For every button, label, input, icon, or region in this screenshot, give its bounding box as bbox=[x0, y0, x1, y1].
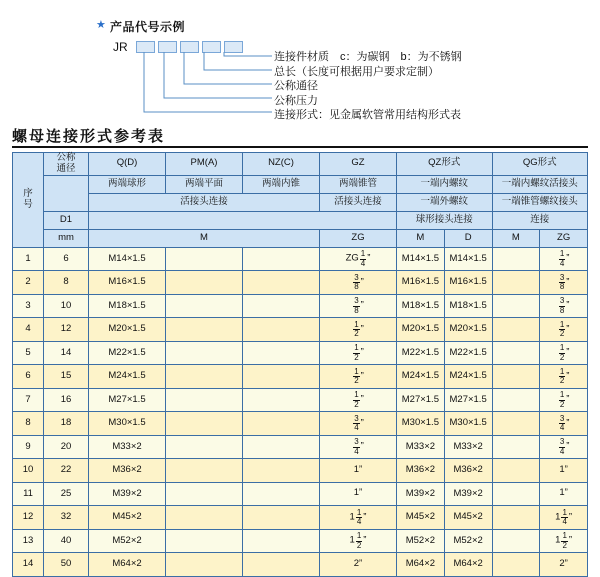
cell-qz-d: M18×1.5 bbox=[444, 294, 492, 318]
cell-qg-m bbox=[492, 294, 540, 318]
cell-pm bbox=[166, 318, 243, 342]
cell-qz-m: M45×2 bbox=[397, 506, 445, 530]
cell-nz bbox=[243, 294, 320, 318]
section-title: 螺母连接形式参考表 bbox=[12, 128, 166, 145]
cell-dn: 40 bbox=[44, 529, 89, 553]
cell-qz-m: M33×2 bbox=[397, 435, 445, 459]
cell-nz bbox=[243, 318, 320, 342]
cell-qz-d: M27×1.5 bbox=[444, 388, 492, 412]
header-dn-sub: D1 bbox=[44, 211, 89, 229]
header-unit-m: M bbox=[89, 229, 320, 247]
cell-qd: M30×1.5 bbox=[89, 412, 166, 436]
cell-nz bbox=[243, 459, 320, 483]
cell-index: 9 bbox=[13, 435, 44, 459]
cell-gz: 2” bbox=[320, 553, 397, 577]
cell-qd: M33×2 bbox=[89, 435, 166, 459]
cell-nz bbox=[243, 341, 320, 365]
cell-gz: $\frac{3}{4}$ ” bbox=[320, 412, 397, 436]
cell-qg-zg: $\frac{1}{2}$ ” bbox=[540, 318, 588, 342]
cell-qz-d: M36×2 bbox=[444, 459, 492, 483]
nut-connection-table bbox=[12, 152, 588, 577]
cell-qg-zg: $\frac{3}{8}$ ” bbox=[540, 271, 588, 295]
cell-qz-d: M52×2 bbox=[444, 529, 492, 553]
cell-dn: 12 bbox=[44, 318, 89, 342]
cell-qg-m bbox=[492, 553, 540, 577]
cell-qg-m bbox=[492, 412, 540, 436]
cell-qz-d: M14×1.5 bbox=[444, 247, 492, 271]
cell-qd: M18×1.5 bbox=[89, 294, 166, 318]
cell-qz-m: M22×1.5 bbox=[397, 341, 445, 365]
cell-gz: 1” bbox=[320, 459, 397, 483]
header-type-gz: 两端锥管 bbox=[320, 175, 397, 193]
cell-qz-m: M36×2 bbox=[397, 459, 445, 483]
cell-qg-m bbox=[492, 247, 540, 271]
cell-pm bbox=[166, 341, 243, 365]
legend-title: 产品代号示例 bbox=[110, 20, 186, 34]
cell-qg-zg: 1 $\frac{1}{4}$ ” bbox=[540, 506, 588, 530]
legend-note: 连接形式：见金属软管常用结构形式表 bbox=[274, 109, 461, 122]
cell-qd: M24×1.5 bbox=[89, 365, 166, 389]
cell-qg-m bbox=[492, 318, 540, 342]
cell-index: 13 bbox=[13, 529, 44, 553]
cell-qg-m bbox=[492, 529, 540, 553]
legend-note: 公称通径 bbox=[274, 80, 318, 93]
table-header-row bbox=[13, 153, 588, 176]
header-index-char: 号 bbox=[23, 198, 33, 210]
header-unit-qg-zg: ZG bbox=[540, 229, 588, 247]
cell-qd: M36×2 bbox=[89, 459, 166, 483]
cell-qg-m bbox=[492, 365, 540, 389]
code-box bbox=[136, 41, 155, 53]
cell-nz bbox=[243, 388, 320, 412]
cell-qg-zg: $\frac{3}{4}$ ” bbox=[540, 435, 588, 459]
cell-qg-m bbox=[492, 459, 540, 483]
header-type2-qg: 一端锥管螺纹接头 bbox=[492, 193, 588, 211]
cell-nz bbox=[243, 482, 320, 506]
cell-dn: 25 bbox=[44, 482, 89, 506]
header-type2-qz: 一端外螺纹 bbox=[397, 193, 493, 211]
cell-qg-zg: 1” bbox=[540, 482, 588, 506]
code-prefix: JR bbox=[113, 40, 128, 54]
table-header-row bbox=[13, 211, 588, 229]
cell-nz bbox=[243, 435, 320, 459]
cell-qd: M27×1.5 bbox=[89, 388, 166, 412]
cell-qd: M20×1.5 bbox=[89, 318, 166, 342]
table-header-row bbox=[13, 229, 588, 247]
header-dn-blank bbox=[44, 175, 89, 211]
cell-qz-m: M16×1.5 bbox=[397, 271, 445, 295]
cell-nz bbox=[243, 271, 320, 295]
header-group-nz: NZ(C) bbox=[243, 153, 320, 176]
cell-qg-m bbox=[492, 388, 540, 412]
header-type-pm: 两端平面 bbox=[166, 175, 243, 193]
cell-qd: M39×2 bbox=[89, 482, 166, 506]
cell-dn: 8 bbox=[44, 271, 89, 295]
cell-qz-m: M18×1.5 bbox=[397, 294, 445, 318]
cell-index: 6 bbox=[13, 365, 44, 389]
header-dn-unit: mm bbox=[44, 229, 89, 247]
table-row bbox=[13, 529, 588, 553]
table-row bbox=[13, 294, 588, 318]
cell-dn: 6 bbox=[44, 247, 89, 271]
table-row bbox=[13, 412, 588, 436]
cell-nz bbox=[243, 506, 320, 530]
cell-qd: M22×1.5 bbox=[89, 341, 166, 365]
cell-qg-zg: 1” bbox=[540, 459, 588, 483]
table-row bbox=[13, 271, 588, 295]
cell-qz-m: M14×1.5 bbox=[397, 247, 445, 271]
table-row bbox=[13, 506, 588, 530]
cell-qz-d: M20×1.5 bbox=[444, 318, 492, 342]
cell-qz-d: M24×1.5 bbox=[444, 365, 492, 389]
header-dn bbox=[44, 153, 89, 176]
cell-index: 8 bbox=[13, 412, 44, 436]
header-dn-char: 通径 bbox=[56, 162, 76, 174]
cell-qz-m: M24×1.5 bbox=[397, 365, 445, 389]
cell-qd: M45×2 bbox=[89, 506, 166, 530]
table-row bbox=[13, 341, 588, 365]
cell-qg-m bbox=[492, 506, 540, 530]
cell-gz: $\frac{1}{2}$ ” bbox=[320, 388, 397, 412]
table-header-row bbox=[13, 175, 588, 193]
cell-qz-m: M27×1.5 bbox=[397, 388, 445, 412]
cell-pm bbox=[166, 459, 243, 483]
header-type-qz: 一端内螺纹 bbox=[397, 175, 493, 193]
cell-pm bbox=[166, 365, 243, 389]
cell-qg-m bbox=[492, 482, 540, 506]
header-type-nz: 两端内锥 bbox=[243, 175, 320, 193]
header-group-qz: QZ形式 bbox=[397, 153, 493, 176]
header-group-qd: Q(D) bbox=[89, 153, 166, 176]
code-box bbox=[158, 41, 177, 53]
cell-pm bbox=[166, 553, 243, 577]
cell-index: 1 bbox=[13, 247, 44, 271]
cell-dn: 16 bbox=[44, 388, 89, 412]
cell-qz-d: M39×2 bbox=[444, 482, 492, 506]
cell-dn: 18 bbox=[44, 412, 89, 436]
cell-qz-d: M22×1.5 bbox=[444, 341, 492, 365]
cell-pm bbox=[166, 506, 243, 530]
cell-qz-m: M52×2 bbox=[397, 529, 445, 553]
code-boxes bbox=[136, 41, 246, 59]
cell-qz-m: M20×1.5 bbox=[397, 318, 445, 342]
cell-index: 2 bbox=[13, 271, 44, 295]
header-unit-qz-d: D bbox=[444, 229, 492, 247]
header-join-qz: 球形接头连接 bbox=[397, 211, 493, 229]
cell-qz-m: M39×2 bbox=[397, 482, 445, 506]
cell-index: 7 bbox=[13, 388, 44, 412]
cell-qg-m bbox=[492, 271, 540, 295]
cell-nz bbox=[243, 553, 320, 577]
cell-gz: 1 $\frac{1}{2}$ ” bbox=[320, 529, 397, 553]
header-type-qg: 一端内螺纹活接头 bbox=[492, 175, 588, 193]
cell-qg-m bbox=[492, 341, 540, 365]
header-join-qg: 连接 bbox=[492, 211, 588, 229]
cell-index: 10 bbox=[13, 459, 44, 483]
cell-nz bbox=[243, 247, 320, 271]
cell-nz bbox=[243, 365, 320, 389]
cell-dn: 14 bbox=[44, 341, 89, 365]
cell-qg-m bbox=[492, 435, 540, 459]
header-index bbox=[13, 153, 44, 248]
cell-qg-zg: $\frac{3}{4}$ ” bbox=[540, 412, 588, 436]
cell-pm bbox=[166, 529, 243, 553]
cell-gz: ZG $\frac{1}{4}$ ” bbox=[320, 247, 397, 271]
cell-qg-zg: $\frac{1}{2}$ ” bbox=[540, 365, 588, 389]
table-row bbox=[13, 482, 588, 506]
header-group-gz: GZ bbox=[320, 153, 397, 176]
cell-nz bbox=[243, 529, 320, 553]
cell-qz-d: M64×2 bbox=[444, 553, 492, 577]
section-divider bbox=[12, 146, 588, 148]
cell-gz: $\frac{3}{8}$ ” bbox=[320, 271, 397, 295]
cell-index: 3 bbox=[13, 294, 44, 318]
cell-dn: 22 bbox=[44, 459, 89, 483]
table-row bbox=[13, 553, 588, 577]
cell-qz-d: M30×1.5 bbox=[444, 412, 492, 436]
cell-dn: 10 bbox=[44, 294, 89, 318]
cell-gz: 1” bbox=[320, 482, 397, 506]
legend-note: 总长（长度可根据用户要求定制） bbox=[274, 65, 439, 78]
header-type-qd: 两端球形 bbox=[89, 175, 166, 193]
cell-qz-d: M33×2 bbox=[444, 435, 492, 459]
cell-pm bbox=[166, 271, 243, 295]
cell-qg-zg: 1 $\frac{1}{2}$ ” bbox=[540, 529, 588, 553]
cell-gz: $\frac{1}{2}$ ” bbox=[320, 318, 397, 342]
product-code-legend bbox=[0, 0, 600, 122]
header-dn-char: 公称 bbox=[56, 152, 76, 163]
cell-pm bbox=[166, 247, 243, 271]
cell-index: 14 bbox=[13, 553, 44, 577]
cell-qg-zg: $\frac{1}{4}$ ” bbox=[540, 247, 588, 271]
table-row bbox=[13, 459, 588, 483]
table-row bbox=[13, 435, 588, 459]
header-unit-zg: ZG bbox=[320, 229, 397, 247]
cell-gz: 1 $\frac{1}{4}$ ” bbox=[320, 506, 397, 530]
code-box bbox=[202, 41, 221, 53]
table-header bbox=[13, 153, 588, 248]
cell-pm bbox=[166, 388, 243, 412]
legend-note: 连接件材质 c：为碳钢 b：为不锈钢 bbox=[274, 51, 462, 63]
cell-gz: $\frac{1}{2}$ ” bbox=[320, 365, 397, 389]
cell-pm bbox=[166, 482, 243, 506]
table-row bbox=[13, 365, 588, 389]
cell-qz-d: M45×2 bbox=[444, 506, 492, 530]
table-header-row bbox=[13, 193, 588, 211]
cell-qz-m: M64×2 bbox=[397, 553, 445, 577]
legend-notes bbox=[274, 50, 600, 123]
cell-qz-d: M16×1.5 bbox=[444, 271, 492, 295]
header-join-gz: 活接头连接 bbox=[320, 193, 397, 211]
cell-nz bbox=[243, 412, 320, 436]
header-unit-qg-m: M bbox=[492, 229, 540, 247]
cell-qg-zg: $\frac{3}{8}$ ” bbox=[540, 294, 588, 318]
header-group-qg: QG形式 bbox=[492, 153, 588, 176]
cell-gz: $\frac{3}{8}$ ” bbox=[320, 294, 397, 318]
cell-dn: 20 bbox=[44, 435, 89, 459]
table-row bbox=[13, 388, 588, 412]
header-group-pm: PM(A) bbox=[166, 153, 243, 176]
cell-qd: M14×1.5 bbox=[89, 247, 166, 271]
cell-index: 5 bbox=[13, 341, 44, 365]
cell-gz: $\frac{3}{4}$ ” bbox=[320, 435, 397, 459]
cell-dn: 32 bbox=[44, 506, 89, 530]
header-join-left: 活接头连接 bbox=[89, 193, 320, 211]
table-row bbox=[13, 318, 588, 342]
cell-index: 4 bbox=[13, 318, 44, 342]
header-spacer bbox=[89, 211, 397, 229]
cell-qg-zg: 2” bbox=[540, 553, 588, 577]
header-unit-qz-m: M bbox=[397, 229, 445, 247]
cell-qg-zg: $\frac{1}{2}$ ” bbox=[540, 341, 588, 365]
legend-note: 公称压力 bbox=[274, 94, 318, 107]
cell-index: 12 bbox=[13, 506, 44, 530]
cell-dn: 15 bbox=[44, 365, 89, 389]
code-box bbox=[224, 41, 243, 53]
cell-qz-m: M30×1.5 bbox=[397, 412, 445, 436]
star-icon: ★ bbox=[96, 19, 106, 31]
cell-qd: M52×2 bbox=[89, 529, 166, 553]
cell-qd: M16×1.5 bbox=[89, 271, 166, 295]
cell-pm bbox=[166, 412, 243, 436]
header-index-char: 序 bbox=[23, 188, 33, 199]
table-body bbox=[13, 247, 588, 576]
code-box bbox=[180, 41, 199, 53]
cell-dn: 50 bbox=[44, 553, 89, 577]
cell-pm bbox=[166, 294, 243, 318]
cell-qd: M64×2 bbox=[89, 553, 166, 577]
cell-qg-zg: $\frac{1}{2}$ ” bbox=[540, 388, 588, 412]
cell-gz: $\frac{1}{2}$ ” bbox=[320, 341, 397, 365]
table-row bbox=[13, 247, 588, 271]
cell-index: 11 bbox=[13, 482, 44, 506]
cell-pm bbox=[166, 435, 243, 459]
